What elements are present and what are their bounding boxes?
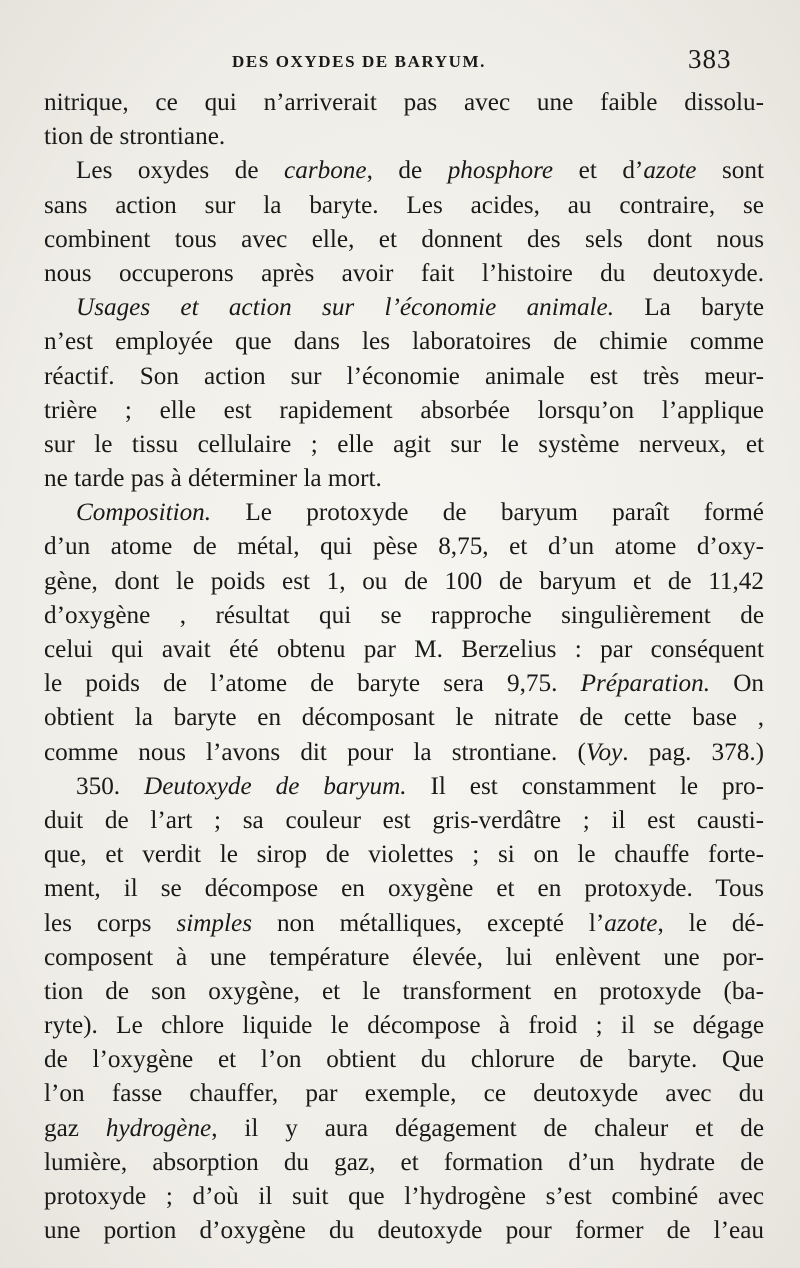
italic-text: azote	[643, 157, 697, 185]
text-line	[44, 599, 764, 633]
text-segment: réactif. Son action sur l’économie animale est très meur-	[44, 362, 764, 390]
text-segment: ment, il se décompose en oxygène et en protoxyde. Tous	[44, 875, 764, 903]
text-line	[44, 325, 764, 359]
text-line	[44, 530, 764, 564]
text-segment: comme nous l’avons dit pour la strontiane. (	[44, 738, 586, 766]
text-line	[44, 428, 764, 462]
text-segment: On	[710, 670, 764, 698]
text-segment: une portion d’oxygène du deutoxyde pour former de l’eau	[44, 1217, 764, 1245]
text-segment: l’on fasse chauffer, par exemple, ce deutoxyde avec du	[44, 1080, 764, 1108]
body-text	[44, 86, 764, 1248]
text-segment: obtient la baryte en décomposant le nitrate de cette base ,	[44, 704, 764, 732]
italic-text: Préparation.	[580, 670, 711, 698]
page-header	[0, 44, 800, 84]
text-line	[44, 394, 764, 428]
text-segment: d’un atome de métal, qui pèse 8,75, et d’un atome d’oxy-	[44, 533, 764, 561]
text-line	[44, 1077, 764, 1111]
text-segment: lumière, absorption du gaz, et formation d’un hydrate de	[44, 1148, 764, 1176]
text-segment: nous occuperons après avoir fait l’histoire du deutoxyde.	[44, 259, 764, 287]
italic-text: hydrogène	[105, 1114, 212, 1142]
text-line	[44, 1214, 764, 1248]
text-line	[44, 462, 764, 496]
running-head: DES OXYDES DE BARYUM.	[232, 52, 487, 71]
text-line	[44, 907, 764, 941]
text-segment: le poids de l’atome de baryte sera 9,75.	[44, 670, 581, 698]
text-line	[44, 941, 764, 975]
text-line	[44, 736, 764, 770]
text-segment: et d’	[553, 157, 644, 185]
text-segment: protoxyde ; d’où il suit que l’hydrogène s’est combiné avec	[44, 1183, 764, 1210]
text-segment: de l’oxygène et l’on obtient du chlorure de baryte. Que	[44, 1046, 764, 1074]
text-segment: gène, dont le poids est 1, ou de 100 de baryum et de 11,42	[44, 567, 764, 595]
text-segment: combinent tous avec elle, et donnent des sels dont nous	[44, 225, 764, 253]
text-segment: gaz	[44, 1114, 106, 1142]
text-segment: , il y aura dégagement de chaleur et de	[211, 1114, 765, 1142]
text-line	[44, 1112, 764, 1146]
text-segment: sans action sur la baryte. Les acides, au contraire, se	[44, 191, 764, 219]
text-segment: composent à une température élevée, lui enlèvent une por-	[44, 943, 764, 971]
text-line	[44, 86, 764, 120]
text-segment: sont	[696, 157, 764, 185]
italic-text: azote	[604, 909, 658, 937]
text-segment: La baryte	[614, 294, 765, 322]
text-line	[44, 223, 764, 257]
text-line	[44, 1146, 764, 1180]
text-line	[44, 975, 764, 1009]
text-line	[44, 1009, 764, 1043]
text-segment: tion de son oxygène, et le transforment en protoxyde (ba-	[44, 977, 764, 1005]
text-line	[44, 804, 764, 838]
text-segment: non métalliques, excepté l’	[252, 909, 605, 937]
text-segment: , le dé-	[657, 909, 764, 937]
text-segment: n’est employée que dans les laboratoires de chimie comme	[44, 328, 764, 356]
text-line	[44, 360, 764, 394]
text-line	[44, 770, 764, 804]
text-segment: duit de l’art ; sa couleur est gris-verdâtre ; il est causti-	[44, 806, 764, 834]
text-segment: que, et verdit le sirop de violettes ; si on le chauffe forte-	[44, 841, 764, 869]
text-line	[44, 1043, 764, 1077]
text-segment: les corps	[44, 909, 177, 937]
text-segment: 350.	[76, 772, 145, 800]
text-segment: celui qui avait été obtenu par M. Berzelius : par conséquent	[44, 636, 764, 663]
text-line	[44, 838, 764, 872]
italic-text: Composition.	[76, 499, 212, 527]
text-segment: Il est constamment le pro-	[406, 772, 765, 800]
text-line	[44, 633, 764, 667]
text-segment: ne tarde pas à déterminer la mort.	[44, 465, 382, 493]
text-segment: sur le tissu cellulaire ; elle agit sur le système nerveux, et	[44, 430, 764, 458]
italic-text: Usages et action sur l’économie animale.	[76, 294, 615, 322]
text-line	[44, 189, 764, 223]
text-line	[44, 120, 764, 154]
text-segment: , de	[366, 157, 448, 185]
text-segment: ryte). Le chlore liquide le décompose à froid ; il se dégage	[44, 1012, 764, 1040]
text-segment: Le protoxyde de baryum paraît formé	[211, 499, 764, 527]
text-line	[44, 667, 764, 701]
italic-text: phosphore	[447, 157, 554, 185]
text-segment: nitrique, ce qui n’arriverait pas avec une faible dissolu-	[44, 89, 764, 116]
text-segment: d’oxygène , résultat qui se rapproche singulièrement de	[44, 601, 764, 629]
text-segment: trière ; elle est rapidement absorbée lorsqu’on l’applique	[44, 396, 764, 424]
text-line	[44, 1180, 764, 1214]
text-line	[44, 154, 764, 188]
italic-text: Voy	[585, 738, 623, 766]
text-line	[44, 565, 764, 599]
text-line	[44, 872, 764, 906]
text-segment: Les oxydes de	[76, 157, 285, 185]
text-line	[44, 291, 764, 325]
page-number: 383	[688, 44, 732, 74]
text-line	[44, 257, 764, 291]
italic-text: Deutoxyde de baryum.	[144, 772, 407, 800]
italic-text: carbone	[284, 157, 367, 185]
italic-text: simples	[176, 909, 252, 937]
text-line	[44, 701, 764, 735]
text-segment: tion de strontiane.	[44, 123, 226, 151]
text-segment: . pag. 378.)	[622, 738, 764, 766]
text-line	[44, 496, 764, 530]
